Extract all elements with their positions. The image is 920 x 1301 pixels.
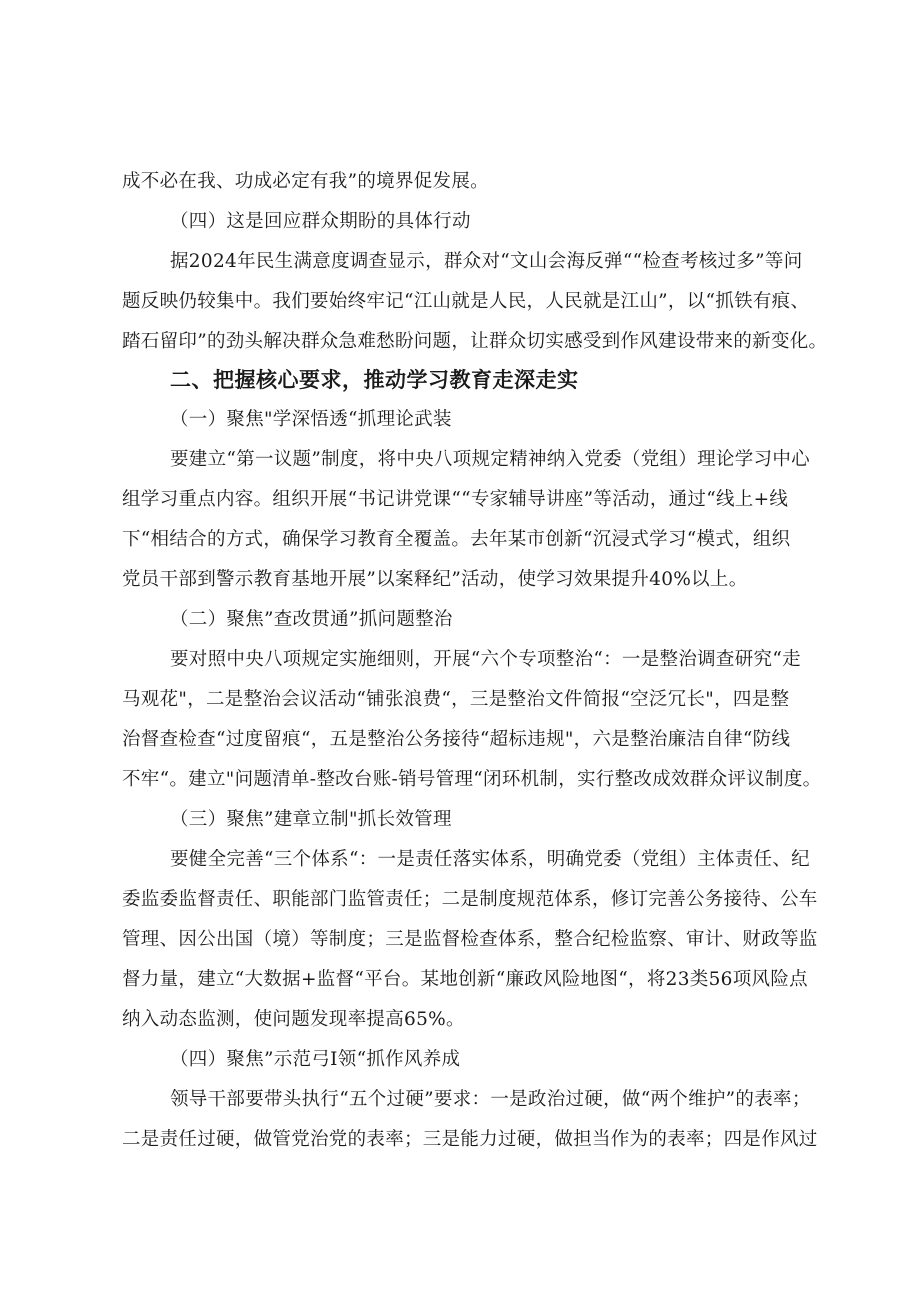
para-3-line-4: 党员干部到警示教育基地开展”以案释纪”活动，使学习效果提升40%以上。 [122, 569, 748, 590]
para-3-line-3: 下“相结合的方式，确保学习教育全覆盖。去年某市创新“沉浸式学习“模式，组织 [122, 529, 791, 550]
para-4-line-3: 治督查检查“过度留痕“，五是整治公务接待“超标违规"，六是整治廉洁自律“防线 [122, 729, 791, 750]
para-6-line-2: 二是责任过硬，做管党治党的表率；三是能力过硬，做担当作为的表率；四是作风过 [122, 1129, 818, 1150]
para-3-line-1: 要建立“第一议题”制度，将中央八项规定精神纳入党委（党组）理论学习中心 [170, 449, 810, 470]
para-5-line-1: 要健全完善“三个体系“：一是责任落实体系，明确党委（党组）主体责任、纪 [170, 849, 810, 870]
para-5-line-2: 委监委监督责任、职能部门监管责任；二是制度规范体系，修订完善公务接待、公车 [122, 889, 818, 910]
subheading-4b: （四）聚焦”示范弓I领“抓作风养成 [170, 1049, 461, 1070]
para-5-line-5: 纳入动态监测，使问题发现率提高65%。 [122, 1009, 465, 1030]
para-1-line-1: 成不必在我、功成必定有我”的境界促发展。 [122, 171, 489, 192]
section-heading-2: 二、把握核心要求，推动学习教育走深走实 [170, 368, 579, 392]
para-4-line-1: 要对照中央八项规定实施细则，开展“六个专项整治“：一是整治调查研究“走 [170, 649, 801, 670]
para-2-line-3: 踏石留印”的劲头解决群众急难愁盼问题，让群众切实感受到作风建设带来的新变化。 [122, 331, 828, 352]
para-3-line-2: 组学习重点内容。组织开展“书记讲党课““专家辅导讲座”等活动，通过“线上+线 [122, 489, 789, 510]
subheading-4: （四）这是回应群众期盼的具体行动 [170, 211, 471, 232]
subheading-1: （一）聚焦"学深悟透“抓理论武装 [170, 409, 452, 430]
para-4-line-2: 马观花"，二是整治会议活动“铺张浪费“，三是整治文件简报“空泛冗长"，四是整 [122, 689, 790, 710]
para-2-line-1: 据2024年民生满意度调查显示，群众对“文山会海反弹““检查考核过多”等问 [170, 251, 803, 272]
para-5-line-3: 管理、因公出国（境）等制度；三是监督检查体系，整合纪检监察、审计、财政等监 [122, 929, 818, 950]
para-6-line-1: 领导干部要带头执行“五个过硬”要求：一是政治过硬，做“两个维护”的表率； [170, 1089, 811, 1110]
para-2-line-2: 题反映仍较集中。我们要始终牢记“江山就是人民，人民就是江山”，以“抓铁有痕、 [122, 291, 810, 312]
subheading-2: （二）聚焦”查改贯通”抓问题整治 [170, 609, 453, 630]
para-5-line-4: 督力量，建立“大数据+监督“平台。某地创新“廉政风险地图“，将23类56项风险点 [122, 969, 808, 990]
para-4-line-4: 不牢“。建立"问题清单-整改台账-销号管理“闭环机制，实行整改成效群众评议制度。 [122, 769, 822, 790]
subheading-3: （三）聚焦”建章立制"抓长效管理 [170, 809, 452, 830]
